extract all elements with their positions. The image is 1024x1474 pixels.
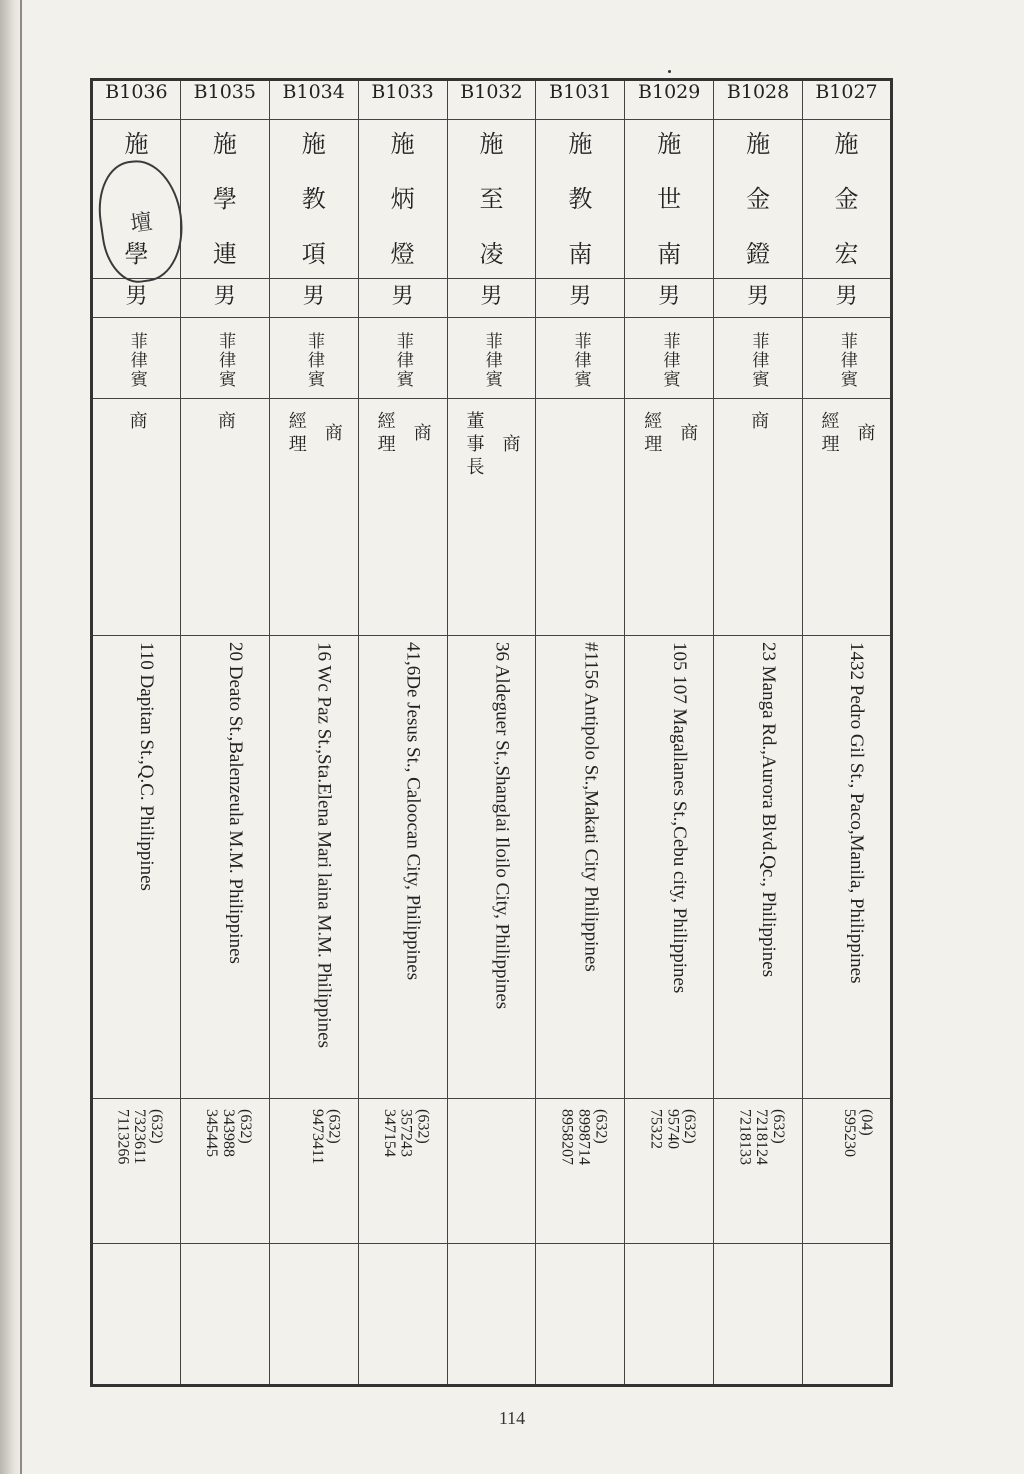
address-cell: [269, 636, 358, 1099]
member-id-cell: [180, 80, 269, 120]
name-char: 凌: [479, 240, 504, 268]
name-vertical: [359, 120, 447, 278]
address-cell: [447, 636, 536, 1099]
nationality-cell: [714, 318, 803, 399]
occupation-text: 商: [677, 422, 699, 446]
name-char: 金: [834, 185, 859, 213]
name-char: 燈: [390, 240, 415, 268]
occupation-cell: [803, 399, 892, 636]
occupation-text: 經理: [818, 411, 840, 457]
phone-number: (632) 357243 347154: [380, 1109, 432, 1157]
address-cell: [803, 636, 892, 1099]
address-cell: [536, 636, 625, 1099]
name-char: 學: [124, 240, 149, 268]
name-vertical: [625, 120, 713, 278]
address-cell: [714, 636, 803, 1099]
address: 1432 Pedro Gil St., Paco,Manila, Philippines: [846, 642, 867, 984]
occupation-row: [92, 399, 892, 636]
occupation: [93, 399, 180, 434]
gender-cell: [92, 279, 181, 318]
member-id: B1035: [193, 81, 256, 103]
nationality: 菲律賓: [304, 331, 325, 389]
address-wrap: [714, 636, 802, 1098]
gender-cell: [625, 279, 714, 318]
remarks-cell: [536, 1244, 625, 1386]
address-wrap: [448, 636, 536, 1098]
name-cell: [714, 120, 803, 279]
name-vertical: [714, 120, 802, 278]
member-id-cell: [447, 80, 536, 120]
phone-number: (632) 9473411: [308, 1109, 343, 1165]
name-vertical: [448, 120, 536, 278]
name-cell: [180, 120, 269, 279]
phone-cell: [714, 1099, 803, 1244]
gender-cell: [536, 279, 625, 318]
member-id-row: [92, 80, 892, 120]
remarks-cell: [625, 1244, 714, 1386]
phone-number: (04) 595230: [841, 1109, 875, 1157]
remarks-cell: [358, 1244, 447, 1386]
name-cell: [358, 120, 447, 279]
phone-cell: [625, 1099, 714, 1244]
phone-cell: [92, 1099, 181, 1244]
gender: 男: [391, 284, 414, 309]
address-cell: [92, 636, 181, 1099]
phone-cell: [180, 1099, 269, 1244]
remarks-cell: [269, 1244, 358, 1386]
remarks-cell: [92, 1244, 181, 1386]
name-char: 施: [479, 130, 504, 158]
gender-cell: [180, 279, 269, 318]
member-id: B1029: [638, 81, 701, 103]
member-id-cell: [803, 80, 892, 120]
name-char: 連: [212, 240, 237, 268]
page-number: 114: [498, 1408, 526, 1428]
address: 20 Deato St.,Balenzeula M.M. Philippines: [224, 642, 246, 964]
name-char: 施: [834, 130, 859, 158]
address-wrap: [803, 636, 890, 1098]
occupation: [359, 399, 447, 457]
address-wrap: [181, 636, 269, 1098]
gender: 男: [480, 284, 503, 309]
name-cell: [625, 120, 714, 279]
address-wrap: [359, 636, 447, 1098]
occupation: [448, 399, 536, 480]
member-id-cell: [92, 80, 181, 120]
gender: 男: [125, 284, 148, 309]
gender: 男: [658, 284, 681, 309]
occupation: [803, 399, 890, 457]
occupation: [270, 399, 358, 457]
member-id-cell: [358, 80, 447, 120]
member-id: B1027: [815, 81, 878, 103]
name-char: 炳: [390, 185, 415, 213]
phone-number: (632) 7218124 7218133: [736, 1109, 787, 1165]
nationality-cell: [358, 318, 447, 399]
nationality-cell: [92, 318, 181, 399]
gender-cell: [269, 279, 358, 318]
nationality: 菲律賓: [126, 331, 147, 389]
occupation-text: 商: [321, 422, 343, 446]
nationality: 菲律賓: [392, 331, 413, 389]
gender-cell: [803, 279, 892, 318]
gender-row: [92, 279, 892, 318]
name-char: 學: [212, 185, 237, 213]
address: 41,6De Jesus St., Caloocan City, Philippines: [402, 642, 424, 981]
address: #1156 Antipolo St.,Makati City Philippines: [580, 642, 602, 972]
occupation-text: 商: [410, 422, 432, 446]
gender-cell: [447, 279, 536, 318]
gender-cell: [714, 279, 803, 318]
address-cell: [180, 636, 269, 1099]
occupation-text: 董事長: [463, 411, 485, 480]
phone-number: (632) 95740 75322: [647, 1109, 699, 1149]
occupation-cell: [92, 399, 181, 636]
member-registry-table: [90, 78, 893, 1387]
member-id-cell: [269, 80, 358, 120]
gender: 男: [302, 284, 325, 309]
nationality: 菲律賓: [748, 331, 769, 389]
phone-cell: [447, 1099, 536, 1244]
remarks-cell: [447, 1244, 536, 1386]
remarks-cell: [180, 1244, 269, 1386]
nationality-cell: [180, 318, 269, 399]
nationality-cell: [625, 318, 714, 399]
ink-mark: [668, 70, 671, 73]
address-row: [92, 636, 892, 1099]
name-vertical: [803, 120, 890, 278]
nationality-cell: [536, 318, 625, 399]
name-char: 至: [479, 185, 504, 213]
nationality: 菲律賓: [215, 331, 236, 389]
remarks-row: [92, 1244, 892, 1386]
nationality: 菲律賓: [481, 331, 502, 389]
name-cell: [536, 120, 625, 279]
occupation-cell: [447, 399, 536, 636]
occupation-text: 商: [126, 411, 148, 434]
name-char: 金: [746, 185, 771, 213]
occupation: [536, 399, 624, 411]
member-id: B1036: [105, 81, 168, 103]
nationality: 菲律賓: [836, 331, 857, 389]
name-char: 施: [301, 130, 326, 158]
occupation-text: 商: [499, 434, 521, 457]
member-id-cell: [714, 80, 803, 120]
phone-number: (632) 343988 345445: [203, 1109, 254, 1157]
occupation-text: 商: [748, 411, 770, 434]
name-cell: [803, 120, 892, 279]
name-char: 項: [301, 240, 326, 268]
member-id: B1033: [371, 81, 434, 103]
phone-number: (632) 7323611 7113266: [114, 1109, 165, 1165]
remarks-cell: [803, 1244, 892, 1386]
phone-cell: [536, 1099, 625, 1244]
name-char: 施: [390, 130, 415, 158]
occupation-text: 經理: [374, 411, 396, 457]
name-char: 施: [657, 130, 682, 158]
occupation: [181, 399, 269, 434]
name-char: 施: [212, 130, 237, 158]
name-char: 宏: [834, 240, 859, 268]
name-char: 教: [568, 185, 593, 213]
occupation-cell: [714, 399, 803, 636]
address-cell: [358, 636, 447, 1099]
address: 105 107 Magallanes St.,Cebu city, Philippines: [669, 642, 691, 994]
occupation-cell: [358, 399, 447, 636]
gender: 男: [213, 284, 236, 309]
occupation-cell: [180, 399, 269, 636]
address-cell: [625, 636, 714, 1099]
occupation-text: 商: [214, 411, 236, 434]
member-id: B1028: [726, 81, 790, 103]
occupation-cell: [269, 399, 358, 636]
gender: 男: [569, 284, 592, 309]
occupation-text: 經理: [285, 411, 307, 457]
gender-cell: [358, 279, 447, 318]
name-char: 南: [568, 240, 593, 268]
name-char: 世: [657, 185, 682, 213]
nationality-cell: [269, 318, 358, 399]
phone-number: [519, 1109, 535, 1239]
occupation-cell: [625, 399, 714, 636]
name-vertical: [270, 120, 358, 278]
address-wrap: [625, 636, 713, 1098]
phone-cell: [803, 1099, 892, 1244]
phone-row: [92, 1099, 892, 1244]
name-char: 鐙: [746, 240, 771, 268]
name-char: 教: [301, 185, 326, 213]
name-char: 施: [746, 130, 771, 158]
name-vertical: [536, 120, 624, 278]
occupation: [714, 399, 802, 434]
member-id-cell: [625, 80, 714, 120]
name-cell: [269, 120, 358, 279]
name-vertical: [181, 120, 269, 278]
address: 110 Dapitan St.,Q.C. Philippines: [135, 642, 157, 891]
nationality: 菲律賓: [659, 331, 680, 389]
address-wrap: [270, 636, 358, 1098]
address-wrap: [93, 636, 180, 1098]
member-id: B1034: [282, 81, 345, 103]
phone-number: (632) 8998714 8958207: [558, 1109, 610, 1165]
nationality-cell: [447, 318, 536, 399]
phone-cell: [358, 1099, 447, 1244]
name-cell: [447, 120, 536, 279]
address: 36 Aldeguer St.,Shanglai Iloilo City, Philippines: [491, 642, 513, 1010]
name-char: 南: [657, 240, 682, 268]
occupation-cell: [536, 399, 625, 636]
handwritten-annotation-glyph: 壇: [128, 209, 154, 237]
gender: 男: [747, 284, 770, 309]
phone-cell: [269, 1099, 358, 1244]
page-binding-edge: [20, 0, 22, 1474]
address: 16 Wc Paz St.,Sta.Elena Mari laina M.M. Philippines: [313, 642, 335, 1048]
remarks-cell: [714, 1244, 803, 1386]
nationality: 菲律賓: [570, 331, 591, 389]
name-row: [92, 120, 892, 279]
occupation-text: 商: [854, 422, 876, 446]
address: 23 Manga Rd.,Aurora Blvd.Qc., Philippines: [758, 642, 779, 978]
occupation: [625, 399, 713, 457]
occupation-text: 經理: [641, 411, 663, 457]
member-id: B1031: [549, 81, 612, 103]
name-char: 施: [124, 130, 149, 158]
nationality-cell: [803, 318, 892, 399]
address-wrap: [536, 636, 624, 1098]
name-char: 施: [568, 130, 593, 158]
gender: 男: [835, 284, 858, 309]
member-id: B1032: [460, 81, 523, 103]
member-id-cell: [536, 80, 625, 120]
nationality-row: [92, 318, 892, 399]
